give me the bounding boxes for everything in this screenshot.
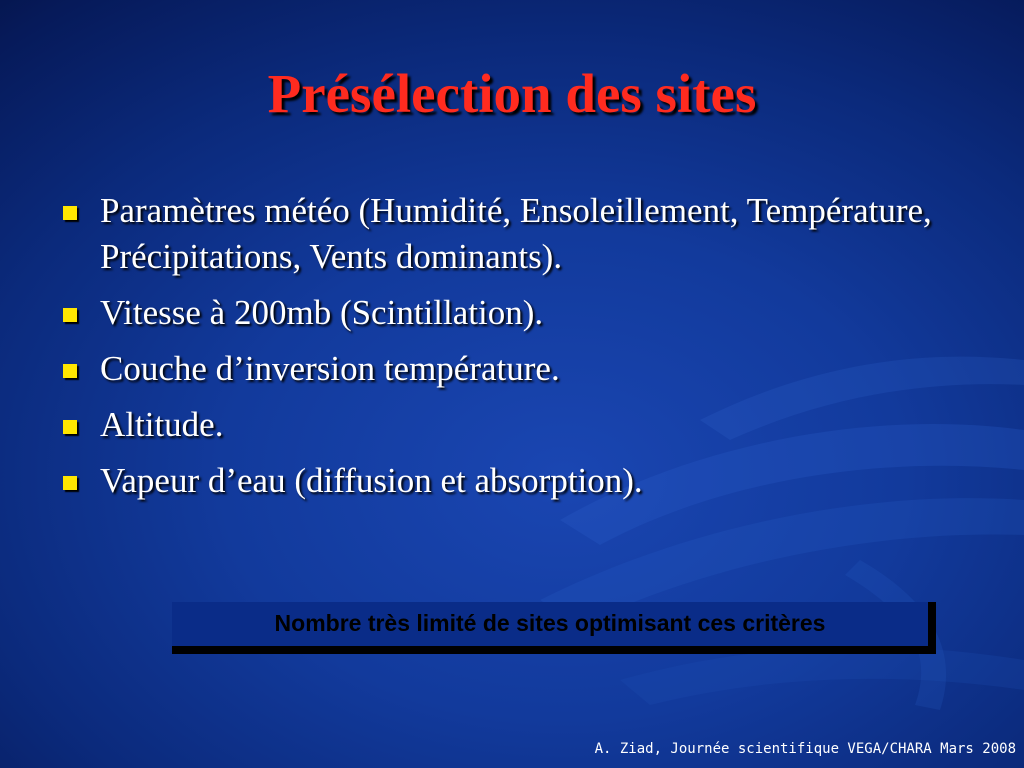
list-item (62, 188, 962, 280)
bullet-text: Couche d’inversion température. (100, 349, 560, 388)
list-item (62, 290, 962, 336)
bullet-text: Vitesse à 200mb (Scintillation). (100, 293, 544, 332)
callout-text: Nombre très limité de sites optimisant ces critères (274, 610, 826, 636)
yellow-square-bullet-icon (63, 476, 77, 490)
bullet-list (62, 188, 962, 514)
slide-footer: A. Ziad, Journée scientifique VEGA/CHARA Mars 2008 (594, 741, 1016, 757)
bullet-text: Vapeur d’eau (diffusion et absorption). (100, 461, 643, 500)
conclusion-callout-box (172, 602, 936, 654)
bullet-text: Paramètres météo (Humidité, Ensoleillement, Température, Précipitations, Vents dominants). (100, 191, 932, 276)
list-item (62, 402, 962, 448)
slide-title: Présélection des sites (267, 63, 757, 124)
yellow-square-bullet-icon (63, 420, 77, 434)
yellow-square-bullet-icon (63, 308, 77, 322)
yellow-square-bullet-icon (63, 206, 77, 220)
bullet-text: Altitude. (100, 405, 224, 444)
list-item (62, 346, 962, 392)
list-item (62, 458, 962, 504)
yellow-square-bullet-icon (63, 364, 77, 378)
